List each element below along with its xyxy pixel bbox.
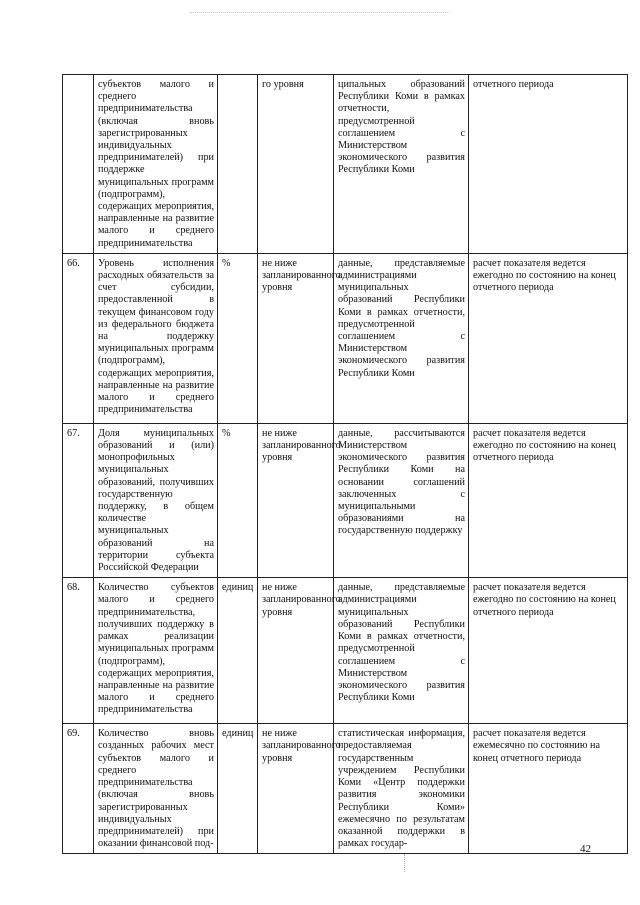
row-number: 69. — [63, 724, 94, 854]
target-level: не ниже запланированного уровня — [258, 253, 334, 423]
target-level: не ниже запланированного уровня — [258, 578, 334, 724]
data-source: ципальных образований Республики Коми в рамках отчетности, предусмотренной соглашением с Министерством экономического развития Республики Коми — [334, 75, 469, 254]
unit-of-measure: единиц — [218, 724, 258, 854]
table-row — [63, 253, 628, 423]
row-number: 67. — [63, 423, 94, 577]
table-row — [63, 75, 628, 254]
table-row — [63, 724, 628, 854]
row-number: 66. — [63, 253, 94, 423]
scan-artifact-tick — [404, 854, 406, 872]
row-number: 68. — [63, 578, 94, 724]
target-level: не ниже запланированного уровня — [258, 423, 334, 577]
data-source: данные, представляемые администрациями муниципальных образований Республики Коми в рамках отчетности, предусмотренной соглашением с Министерством экономического развития Республики Коми — [334, 578, 469, 724]
unit-of-measure: % — [218, 253, 258, 423]
indicator-name: Количество субъектов малого и среднего предпринимательства, получивших поддержку в рамках реализации муниципальных программ (подпрограмм), содержащих мероприятия, направленные на развитие малого и среднего предпринимательства — [94, 578, 218, 724]
indicators-table — [62, 74, 628, 854]
calculation-method: расчет показателя ведется ежегодно по состоянию на конец отчетного периода — [469, 253, 628, 423]
indicator-name: Доля муниципальных образований и (или) монопрофильных муниципальных образований, получивших государственную поддержку, в общем количестве муниципальных образований на территории субъекта Российской Федерации — [94, 423, 218, 577]
unit-of-measure — [218, 75, 258, 254]
indicator-name: Уровень исполнения расходных обязательств за счет субсидии, предоставленной в текущем финансовом году из федерального бюджета на поддержку муниципальных программ (подпрограмм), содержащих мероприятия, направленные на развитие малого и среднего предпринимательства — [94, 253, 218, 423]
unit-of-measure: единиц — [218, 578, 258, 724]
data-source: данные, представляемые администрациями муниципальных образований Республики Коми в рамках отчетности, предусмотренной соглашением с Министерством экономического развития Республики Коми — [334, 253, 469, 423]
calculation-method: отчетного периода — [469, 75, 628, 254]
indicator-name: субъектов малого и среднего предпринимательства (включая вновь зарегистрированных индивидуальных предпринимателей) при поддержке муниципальных программ (подпрограмм), содержащих мероприятия, направленные на развитие малого и среднего предпринимательства — [94, 75, 218, 254]
target-level: го уровня — [258, 75, 334, 254]
indicator-name: Количество вновь созданных рабочих мест субъектов малого и среднего предпринимательства (включая вновь зарегистрированных индивидуальных предпринимателей) при оказании финансовой под- — [94, 724, 218, 854]
row-number — [63, 75, 94, 254]
table-row — [63, 578, 628, 724]
data-source: статистическая информация, предоставляемая государственным учреждением Республики Коми «Центр поддержки развития экономики Республики Коми» ежемесячно по результатам оказанной поддержки в рамках государ- — [334, 724, 469, 854]
table-row — [63, 423, 628, 577]
target-level: не ниже запланированного уровня — [258, 724, 334, 854]
scan-artifact-line — [190, 12, 450, 13]
data-source: данные, рассчитываются Министерством экономического развития Республики Коми на основании соглашений заключенных с муниципальными образованиями на государственную поддержку — [334, 423, 469, 577]
calculation-method: расчет показателя ведется ежемесячно по состоянию на конец отчетного периода — [469, 724, 628, 854]
unit-of-measure: % — [218, 423, 258, 577]
calculation-method: расчет показателя ведется ежегодно по состоянию на конец отчетного периода — [469, 423, 628, 577]
page-number: 42 — [580, 843, 591, 855]
calculation-method: расчет показателя ведется ежегодно по состоянию на конец отчетного периода — [469, 578, 628, 724]
